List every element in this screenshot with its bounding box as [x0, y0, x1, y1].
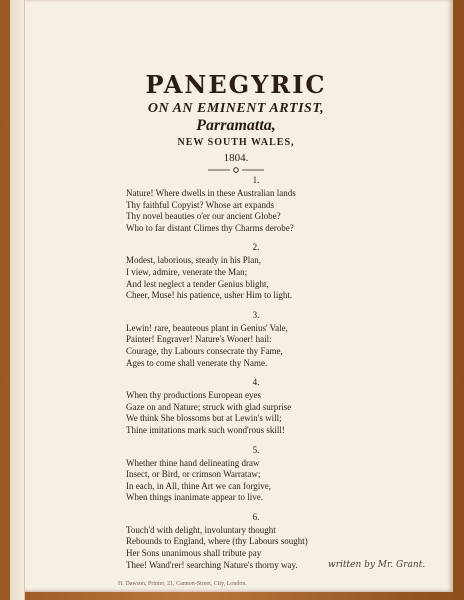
stanza: [126, 445, 386, 504]
poem-line: Thy faithful Copyist? Whose art expands: [126, 199, 275, 210]
stanza: [126, 310, 386, 369]
poem-line: Ages to come shall venerate thy Name.: [126, 357, 268, 368]
stanza-number: 1.: [252, 175, 260, 185]
poem-line: We think She blossoms but at Lewin's will;: [126, 413, 282, 424]
poem-line: When thy productions European eyes: [126, 390, 261, 401]
poem-line: Nature! Where dwells in these Australian lands: [126, 188, 296, 198]
stanza: [126, 377, 386, 436]
stanza: [126, 175, 386, 234]
document-place: Parramatta,: [196, 117, 276, 134]
ornament-icon: [206, 166, 266, 174]
poem-line: Painter! Engraver! Nature's Wooer! hail:: [126, 334, 272, 345]
stanza-number: 4.: [252, 377, 260, 388]
document-subtitle: ON AN EMINENT ARTIST,: [147, 101, 325, 116]
stanza-number: 5.: [252, 444, 260, 455]
ornament-divider: [28, 166, 444, 174]
poem-line: Thy novel beauties o'er our ancient Globe?: [126, 211, 281, 222]
poem-line: When things inanimate appear to live.: [126, 492, 263, 503]
poem-line: Thine imitations mark such wond'rous skill!: [126, 424, 285, 435]
stanza-number: 2.: [252, 242, 260, 253]
poem-line: Gaze on and Nature; struck with glad surprise: [126, 401, 292, 412]
stanza: [126, 242, 386, 301]
poem-line: Thee! Wand'rer! searching Nature's thorny way.: [126, 559, 298, 570]
stanza-number: 3.: [252, 309, 260, 320]
poem-line: I view, admire, venerate the Man;: [126, 266, 248, 277]
poem-line: Lewin! rare, beauteous plant in Genius' Vale,: [126, 322, 288, 333]
document-title: PANEGYRIC: [145, 70, 327, 99]
poem-line: Insect, or Bird, or crimson Warrataw;: [126, 469, 261, 480]
poem-line: Rebounds to England, where (thy Labours sought): [126, 536, 308, 547]
document-year: 1804.: [223, 152, 249, 164]
page-edge: [10, 0, 25, 600]
poem-line: Her Sons unanimous shall tribute pay: [126, 548, 262, 559]
poem-line: Whether thine hand delineating draw: [126, 457, 260, 468]
poem-line: In each, in All, thine Art we can forgive,: [126, 480, 272, 491]
poem-line: And lest neglect a tender Genius blight,: [126, 278, 269, 289]
stanza-number: 6.: [252, 511, 260, 522]
printer-imprint: H. Dawson, Printer, 21, Cannon-Street, City, London.: [118, 581, 247, 587]
paper-sheet: [10, 0, 453, 592]
page-content: [28, 0, 444, 592]
poem-line: Modest, laborious, steady in his Plan,: [126, 255, 261, 266]
document-region: NEW SOUTH WALES,: [177, 137, 295, 148]
poem-line: Who to far distant Climes thy Charms derobe?: [126, 222, 294, 233]
handwritten-signature: written by Mr. Grant.: [328, 560, 426, 570]
poem-line: Courage, thy Labours consecrate thy Fame,: [126, 345, 283, 356]
poem: [126, 175, 386, 579]
poem-line: Cheer, Muse! his patience, usher Him to light.: [126, 290, 293, 301]
poem-line: Touch'd with delight, involuntary thought: [126, 524, 276, 535]
